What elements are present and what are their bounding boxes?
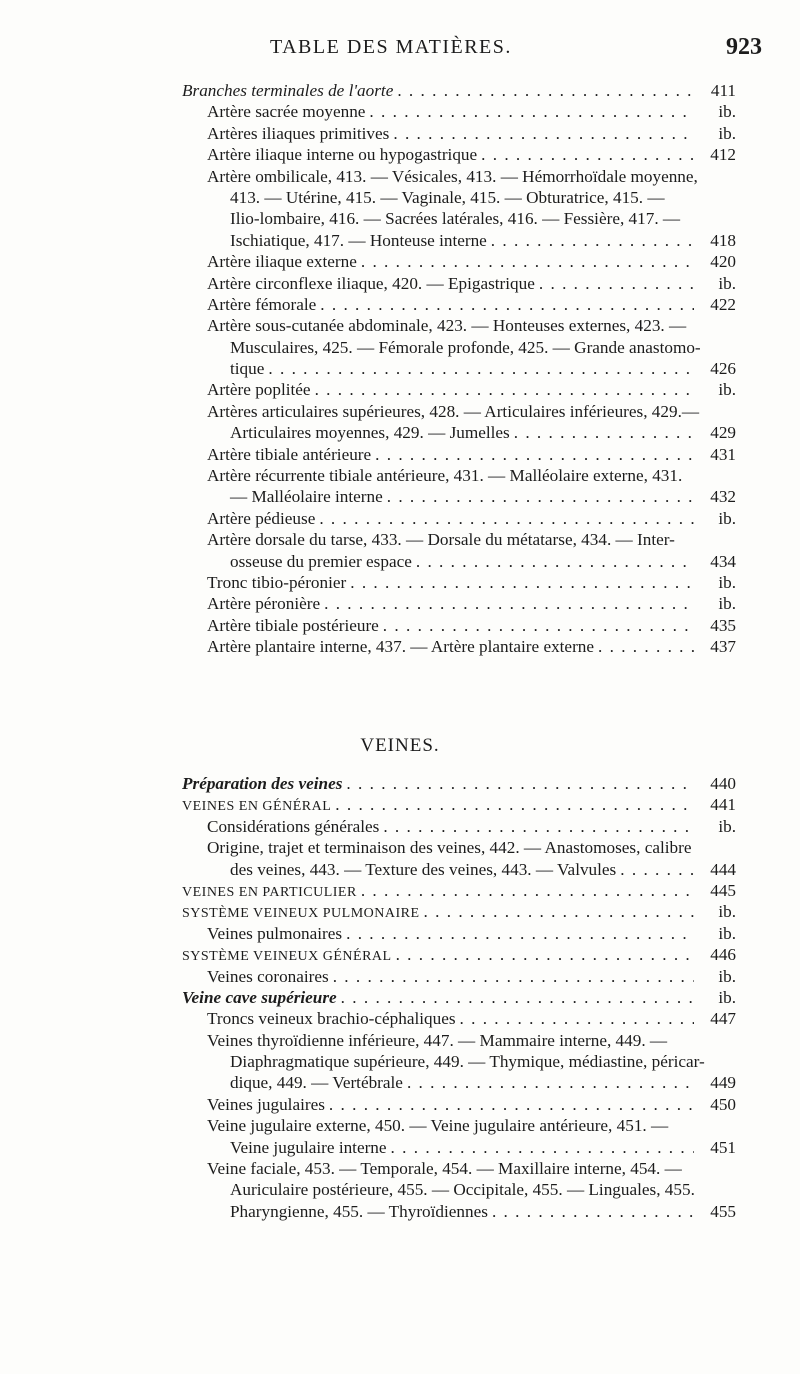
entry-page-number: ib.	[718, 508, 736, 528]
entry-text: 413. — Utérine, 415. — Vaginale, 415. — Obturatrice, 415. —	[230, 187, 665, 207]
contents-entry	[182, 1201, 736, 1222]
entry-text: Ilio-lombaire, 416. — Sacrées latérales, 416. — Fessière, 417. —	[230, 209, 681, 229]
entry-page-number: 455	[710, 1201, 736, 1221]
entry-page-number: 422	[710, 294, 736, 314]
entry-text: Artère iliaque externe	[207, 252, 357, 272]
dot-leader	[365, 101, 694, 122]
contents-entry	[182, 315, 736, 336]
entry-text: Troncs veineux brachio-céphaliques	[207, 1009, 456, 1029]
contents-entry	[182, 1137, 736, 1158]
contents-entry	[182, 1094, 736, 1115]
contents-entry	[182, 837, 736, 858]
entry-page-number: 440	[710, 774, 736, 793]
entry-page-number: ib.	[718, 572, 736, 592]
dot-leader	[477, 144, 694, 165]
entry-page-number: 451	[710, 1137, 736, 1157]
contents-entry	[182, 166, 736, 187]
contents-entry	[182, 859, 736, 880]
arteries-contents-list	[182, 80, 736, 658]
veins-contents-list	[182, 773, 736, 1222]
entry-text: Artère fémorale	[207, 294, 317, 314]
entry-text: SYSTÈME VEINEUX PULMONAIRE	[182, 906, 420, 922]
entry-text: Artère plantaire interne, 437. — Artère plantaire externe	[207, 637, 595, 657]
entry-page-number: 426	[710, 359, 736, 379]
dot-leader	[342, 923, 694, 944]
entry-page-number: 412	[710, 145, 736, 165]
entry-text: Veine jugulaire interne	[230, 1137, 387, 1157]
dot-leader	[357, 251, 694, 272]
contents-entry	[182, 230, 736, 251]
contents-entry	[182, 123, 736, 144]
contents-entry	[182, 816, 736, 837]
entry-page-number: ib.	[718, 816, 736, 836]
entry-page-number: 434	[710, 551, 736, 571]
entry-text: — Malléolaire interne	[230, 487, 383, 507]
entry-text: Artère pédieuse	[207, 508, 316, 528]
entry-page-number: 441	[710, 795, 736, 815]
entry-text: Musculaires, 425. — Fémorale profonde, 425. — Grande anastomo-	[230, 337, 701, 357]
contents-entry	[182, 773, 736, 794]
contents-entry	[182, 987, 736, 1008]
contents-entry	[182, 251, 736, 272]
entry-text: Artère poplitée	[207, 380, 311, 400]
running-head	[0, 36, 800, 66]
contents-entry	[182, 465, 736, 486]
contents-entry	[182, 144, 736, 165]
contents-entry	[182, 379, 736, 400]
contents-entry	[182, 880, 736, 901]
contents-entry	[182, 1115, 736, 1136]
dot-leader	[393, 80, 694, 101]
entry-page-number: 444	[710, 859, 736, 879]
entry-text: Artère récurrente tibiale antérieure, 431. — Malléolaire externe, 431.	[207, 466, 683, 486]
dot-leader	[510, 422, 694, 443]
entry-page-number: 445	[710, 880, 736, 900]
contents-entry	[182, 358, 736, 379]
contents-entry	[182, 422, 736, 443]
entry-page-number: ib.	[718, 273, 736, 293]
contents-entry	[182, 80, 736, 101]
entry-page-number: ib.	[718, 902, 736, 922]
entry-text: Veines pulmonaires	[207, 923, 343, 943]
dot-leader	[392, 944, 694, 965]
dot-leader	[331, 794, 694, 815]
entry-page-number: ib.	[718, 380, 736, 400]
entry-page-number: 447	[710, 1009, 736, 1029]
entry-text: Artère tibiale antérieure	[207, 444, 372, 464]
entry-text: VEINES EN GÉNÉRAL	[182, 799, 332, 815]
contents-entry	[182, 794, 736, 815]
entry-text: Artère tibiale postérieure	[207, 615, 379, 635]
entry-text: SYSTÈME VEINEUX GÉNÉRAL	[182, 949, 392, 965]
dot-leader	[420, 901, 694, 922]
entry-text: Considérations générales	[207, 816, 380, 836]
entry-page-number: 450	[710, 1094, 736, 1114]
contents-entry	[182, 486, 736, 507]
dot-leader	[594, 636, 694, 657]
dot-leader	[337, 987, 694, 1008]
contents-entry	[182, 1158, 736, 1179]
dot-leader	[379, 615, 694, 636]
entry-text: Artères articulaires supérieures, 428. — Articulaires inférieures, 429.—	[207, 401, 700, 421]
contents-entry	[182, 1008, 736, 1029]
entry-text: Articulaires moyennes, 429. — Jumelles	[230, 423, 510, 443]
contents-entry	[182, 508, 736, 529]
entry-text: Artère circonflexe iliaque, 420. — Epigastrique	[207, 273, 535, 293]
entry-text: Pharyngienne, 455. — Thyroïdiennes	[230, 1201, 488, 1221]
entry-text: Origine, trajet et terminaison des veines, 442. — Anastomoses, calibre	[207, 838, 692, 858]
entry-page-number: 431	[710, 444, 736, 464]
contents-entry	[182, 1030, 736, 1051]
contents-entry	[182, 273, 736, 294]
entry-text: Artère sacrée moyenne	[207, 102, 366, 122]
entry-text: Veine jugulaire externe, 450. — Veine jugulaire antérieure, 451. —	[207, 1116, 669, 1136]
contents-entry	[182, 572, 736, 593]
dot-leader	[342, 773, 694, 794]
entry-text: des veines, 443. — Texture des veines, 443. — Valvules	[230, 859, 617, 879]
entry-text: Ischiatique, 417. — Honteuse interne	[230, 230, 487, 250]
contents-entry	[182, 208, 736, 229]
dot-leader	[357, 880, 694, 901]
dot-leader	[329, 966, 694, 987]
entry-page-number: 446	[710, 945, 736, 965]
running-title: TABLE DES MATIÈRES.	[270, 36, 512, 58]
entry-page-number: ib.	[718, 102, 736, 122]
contents-entry	[182, 551, 736, 572]
entry-page-number: 411	[710, 81, 736, 100]
veins-section-title: VEINES.	[360, 735, 440, 756]
contents-entry	[182, 901, 736, 922]
dot-leader	[389, 123, 694, 144]
entry-text: Artère iliaque interne ou hypogastrique	[207, 145, 478, 165]
entry-page-number: ib.	[718, 966, 736, 986]
contents-entry	[182, 1072, 736, 1093]
entry-text: Auriculaire postérieure, 455. — Occipitale, 455. — Linguales, 455.	[230, 1180, 695, 1200]
entry-page-number: 432	[710, 487, 736, 507]
contents-entry	[182, 944, 736, 965]
entry-page-number: ib.	[718, 987, 736, 1007]
page-number: 923	[726, 34, 762, 60]
dot-leader	[379, 816, 694, 837]
dot-leader	[487, 230, 694, 251]
dot-leader	[403, 1072, 694, 1093]
entry-text: Artère dorsale du tarse, 433. — Dorsale du métatarse, 434. — Inter-	[207, 530, 675, 550]
dot-leader	[264, 358, 694, 379]
dot-leader	[412, 551, 694, 572]
contents-entry	[182, 401, 736, 422]
dot-leader	[346, 572, 694, 593]
dot-leader	[383, 486, 694, 507]
entry-text: dique, 449. — Vertébrale	[230, 1073, 403, 1093]
entry-text: osseuse du premier espace	[230, 551, 412, 571]
entry-text: Veines jugulaires	[207, 1094, 325, 1114]
entry-text: Diaphragmatique supérieure, 449. — Thymique, médiastine, péricar-	[230, 1052, 705, 1072]
entry-page-number: ib.	[718, 123, 736, 143]
contents-entry	[182, 966, 736, 987]
entry-text: Branches terminales de l'aorte	[182, 81, 394, 100]
dot-leader	[488, 1201, 694, 1222]
contents-entry	[182, 1179, 736, 1200]
entry-text: tique	[230, 359, 265, 379]
dot-leader	[456, 1008, 694, 1029]
entry-text: Tronc tibio-péronier	[207, 572, 347, 592]
entry-page-number: 429	[710, 423, 736, 443]
entry-text: Veines thyroïdienne inférieure, 447. — Mammaire interne, 449. —	[207, 1030, 668, 1050]
contents-entry	[182, 444, 736, 465]
entry-text: Veines coronaires	[207, 966, 329, 986]
contents-entry	[182, 593, 736, 614]
entry-page-number: ib.	[718, 923, 736, 943]
entry-page-number: 449	[710, 1073, 736, 1093]
contents-entry	[182, 337, 736, 358]
contents-entry	[182, 1051, 736, 1072]
dot-leader	[535, 273, 694, 294]
contents-entry	[182, 615, 736, 636]
contents-entry	[182, 529, 736, 550]
entry-text: VEINES EN PARTICULIER	[182, 884, 357, 900]
entry-text: Artère ombilicale, 413. — Vésicales, 413. — Hémorrhoïdale moyenne,	[207, 166, 698, 186]
entry-page-number: 435	[710, 615, 736, 635]
dot-leader	[315, 508, 694, 529]
dot-leader	[616, 859, 694, 880]
contents-entry	[182, 294, 736, 315]
entry-text: Artère sous-cutanée abdominale, 423. — Honteuses externes, 423. —	[207, 316, 687, 336]
entry-text: Préparation des veines	[182, 774, 343, 793]
dot-leader	[371, 444, 694, 465]
dot-leader	[316, 294, 694, 315]
dot-leader	[325, 1094, 694, 1115]
contents-entry	[182, 187, 736, 208]
entry-text: Artère péronière	[207, 594, 321, 614]
entry-page-number: 418	[710, 230, 736, 250]
entry-page-number: 420	[710, 252, 736, 272]
entry-text: Veine faciale, 453. — Temporale, 454. — Maxillaire interne, 454. —	[207, 1159, 682, 1179]
contents-entry	[182, 636, 736, 657]
dot-leader	[387, 1137, 694, 1158]
entry-page-number: 437	[710, 637, 736, 657]
dot-leader	[311, 379, 694, 400]
entry-page-number: ib.	[718, 594, 736, 614]
dot-leader	[320, 593, 694, 614]
entry-text: Artères iliaques primitives	[207, 123, 390, 143]
entry-text: Veine cave supérieure	[182, 987, 337, 1007]
contents-entry	[182, 101, 736, 122]
contents-entry	[182, 923, 736, 944]
